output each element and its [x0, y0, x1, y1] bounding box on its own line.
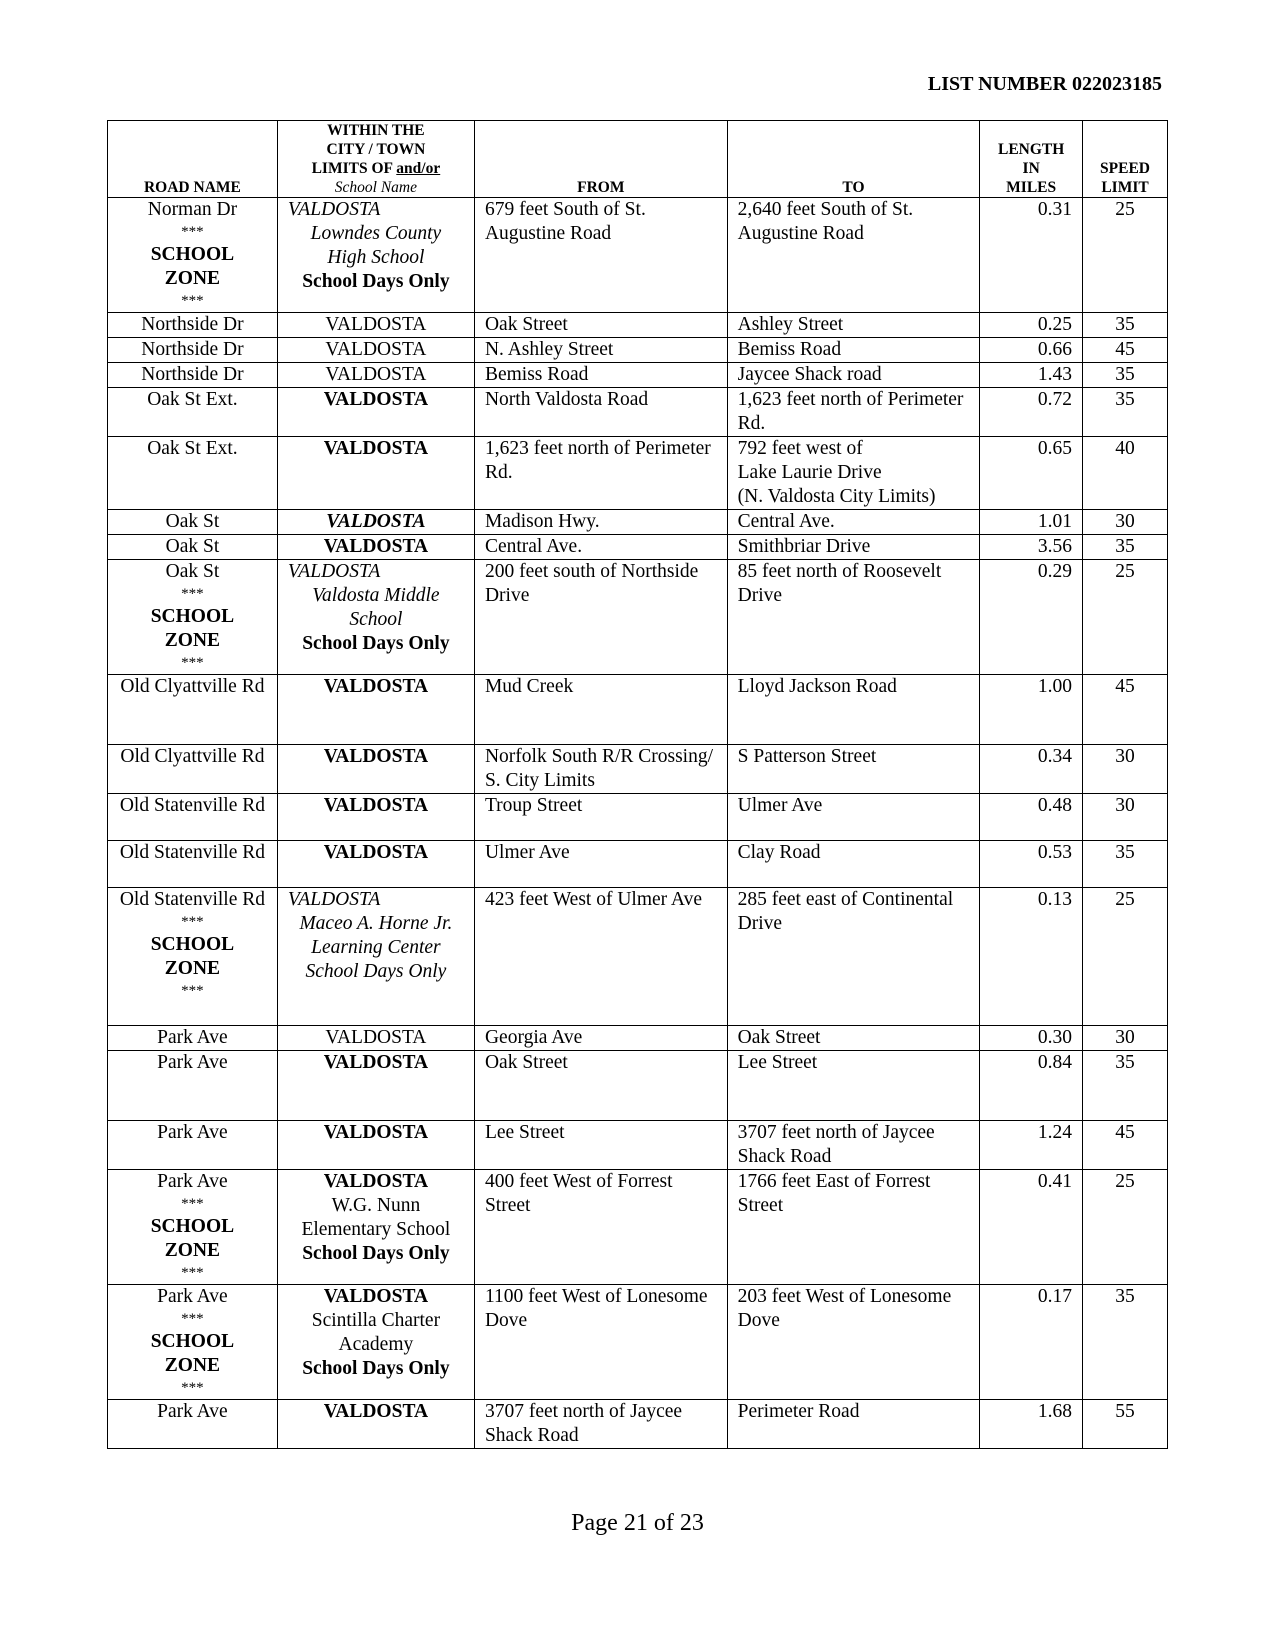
table-row: [108, 675, 1168, 745]
to-cell: 85 feet north of Roosevelt Drive: [727, 560, 980, 675]
road-name-cell: Park Ave *** SCHOOL ZONE ***: [108, 1170, 278, 1285]
length-cell: 1.24: [980, 1121, 1083, 1170]
from-cell: Georgia Ave: [474, 1026, 727, 1051]
city-cell: VALDOSTA: [277, 510, 474, 535]
city-cell: VALDOSTA: [277, 1400, 474, 1449]
speed-cell: 25: [1083, 560, 1168, 675]
from-cell: 679 feet South of St. Augustine Road: [474, 198, 727, 313]
length-cell: 0.34: [980, 745, 1083, 794]
from-cell: Troup Street: [474, 794, 727, 841]
to-cell: Ulmer Ave: [727, 794, 980, 841]
length-cell: 1.00: [980, 675, 1083, 745]
length-cell: 0.29: [980, 560, 1083, 675]
city-cell: VALDOSTA: [277, 388, 474, 437]
from-cell: Bemiss Road: [474, 363, 727, 388]
city-cell: VALDOSTA: [277, 535, 474, 560]
road-name-cell: Oak St: [108, 535, 278, 560]
to-cell: Lloyd Jackson Road: [727, 675, 980, 745]
from-cell: 200 feet south of Northside Drive: [474, 560, 727, 675]
to-cell: Jaycee Shack road: [727, 363, 980, 388]
to-cell: Central Ave.: [727, 510, 980, 535]
speed-cell: 45: [1083, 675, 1168, 745]
from-cell: Oak Street: [474, 313, 727, 338]
table-row: [108, 363, 1168, 388]
to-cell: Oak Street: [727, 1026, 980, 1051]
to-cell: 3707 feet north of Jaycee Shack Road: [727, 1121, 980, 1170]
table-row: [108, 1285, 1168, 1400]
length-cell: 0.17: [980, 1285, 1083, 1400]
road-name-cell: Old Clyattville Rd: [108, 745, 278, 794]
road-name-cell: Old Clyattville Rd: [108, 675, 278, 745]
length-cell: 0.84: [980, 1051, 1083, 1121]
road-name-cell: Old Statenville Rd: [108, 794, 278, 841]
speed-cell: 35: [1083, 1285, 1168, 1400]
to-cell: S Patterson Street: [727, 745, 980, 794]
from-cell: Mud Creek: [474, 675, 727, 745]
table-row: [108, 510, 1168, 535]
table-row: [108, 1170, 1168, 1285]
road-name-cell: Old Statenville Rd: [108, 841, 278, 888]
from-cell: 423 feet West of Ulmer Ave: [474, 888, 727, 1026]
speed-zone-table: [107, 120, 1168, 1449]
to-cell: Perimeter Road: [727, 1400, 980, 1449]
table-row: [108, 841, 1168, 888]
to-cell: 203 feet West of Lonesome Dove: [727, 1285, 980, 1400]
length-cell: 0.53: [980, 841, 1083, 888]
city-cell: VALDOSTA Maceo A. Horne Jr. Learning Center School Days Only: [277, 888, 474, 1026]
speed-cell: 30: [1083, 794, 1168, 841]
speed-cell: 25: [1083, 888, 1168, 1026]
to-cell: Bemiss Road: [727, 338, 980, 363]
speed-cell: 25: [1083, 1170, 1168, 1285]
to-cell: Lee Street: [727, 1051, 980, 1121]
city-cell: VALDOSTA: [277, 437, 474, 510]
city-cell: VALDOSTA W.G. Nunn Elementary School School Days Only: [277, 1170, 474, 1285]
table-row: [108, 888, 1168, 1026]
table-row: [108, 313, 1168, 338]
speed-cell: 45: [1083, 1121, 1168, 1170]
length-cell: 0.66: [980, 338, 1083, 363]
speed-cell: 30: [1083, 510, 1168, 535]
length-cell: 0.72: [980, 388, 1083, 437]
road-name-cell: Oak St Ext.: [108, 388, 278, 437]
to-cell: 285 feet east of Continental Drive: [727, 888, 980, 1026]
city-cell: VALDOSTA: [277, 841, 474, 888]
speed-cell: 25: [1083, 198, 1168, 313]
table-header-row: [108, 121, 1168, 198]
from-cell: Lee Street: [474, 1121, 727, 1170]
length-cell: 0.31: [980, 198, 1083, 313]
length-cell: 0.25: [980, 313, 1083, 338]
road-name-cell: Park Ave: [108, 1121, 278, 1170]
city-cell: VALDOSTA: [277, 794, 474, 841]
table-row: [108, 1026, 1168, 1051]
road-name-cell: Oak St: [108, 510, 278, 535]
road-name-cell: Park Ave: [108, 1026, 278, 1051]
from-cell: 1,623 feet north of Perimeter Rd.: [474, 437, 727, 510]
length-cell: 0.48: [980, 794, 1083, 841]
length-cell: 1.68: [980, 1400, 1083, 1449]
table-row: [108, 338, 1168, 363]
road-name-cell: Northside Dr: [108, 338, 278, 363]
from-cell: Central Ave.: [474, 535, 727, 560]
speed-cell: 35: [1083, 388, 1168, 437]
from-cell: Oak Street: [474, 1051, 727, 1121]
list-number: LIST NUMBER 022023185: [927, 73, 1162, 95]
road-name-cell: Northside Dr: [108, 313, 278, 338]
city-cell: VALDOSTA: [277, 338, 474, 363]
table-row: [108, 1121, 1168, 1170]
road-name-cell: Park Ave: [108, 1051, 278, 1121]
table-row: [108, 794, 1168, 841]
from-cell: North Valdosta Road: [474, 388, 727, 437]
road-name-cell: Park Ave *** SCHOOL ZONE ***: [108, 1285, 278, 1400]
road-name-cell: Oak St Ext.: [108, 437, 278, 510]
length-cell: 3.56: [980, 535, 1083, 560]
from-cell: N. Ashley Street: [474, 338, 727, 363]
road-name-cell: Park Ave: [108, 1400, 278, 1449]
city-cell: VALDOSTA: [277, 745, 474, 794]
to-cell: 1,623 feet north of Perimeter Rd.: [727, 388, 980, 437]
header-length: LENGTH IN MILES: [980, 121, 1083, 198]
speed-cell: 30: [1083, 745, 1168, 794]
speed-cell: 30: [1083, 1026, 1168, 1051]
header-within-limits: WITHIN THE CITY / TOWN LIMITS OF and/or School Name: [277, 121, 474, 198]
speed-cell: 35: [1083, 535, 1168, 560]
from-cell: Norfolk South R/R Crossing/ S. City Limits: [474, 745, 727, 794]
length-cell: 0.65: [980, 437, 1083, 510]
city-cell: VALDOSTA Valdosta Middle School School Days Only: [277, 560, 474, 675]
to-cell: Ashley Street: [727, 313, 980, 338]
length-cell: 1.43: [980, 363, 1083, 388]
header-road-name: ROAD NAME: [108, 121, 278, 198]
table-row: [108, 1400, 1168, 1449]
length-cell: 0.13: [980, 888, 1083, 1026]
table-row: [108, 388, 1168, 437]
table-row: [108, 560, 1168, 675]
speed-cell: 40: [1083, 437, 1168, 510]
header-from: FROM: [474, 121, 727, 198]
to-cell: Smithbriar Drive: [727, 535, 980, 560]
from-cell: 3707 feet north of Jaycee Shack Road: [474, 1400, 727, 1449]
length-cell: 1.01: [980, 510, 1083, 535]
road-name-cell: Northside Dr: [108, 363, 278, 388]
speed-cell: 35: [1083, 1051, 1168, 1121]
table-row: [108, 535, 1168, 560]
table-row: [108, 198, 1168, 313]
road-name-cell: Norman Dr *** SCHOOL ZONE ***: [108, 198, 278, 313]
to-cell: 1766 feet East of Forrest Street: [727, 1170, 980, 1285]
speed-cell: 35: [1083, 841, 1168, 888]
length-cell: 0.41: [980, 1170, 1083, 1285]
table-row: [108, 745, 1168, 794]
city-cell: VALDOSTA: [277, 1051, 474, 1121]
city-cell: VALDOSTA: [277, 1026, 474, 1051]
header-speed-limit: SPEED LIMIT: [1083, 121, 1168, 198]
table-row: [108, 437, 1168, 510]
city-cell: VALDOSTA: [277, 1121, 474, 1170]
length-cell: 0.30: [980, 1026, 1083, 1051]
to-cell: 792 feet west of Lake Laurie Drive (N. Valdosta City Limits): [727, 437, 980, 510]
city-cell: VALDOSTA Lowndes County High School School Days Only: [277, 198, 474, 313]
road-name-cell: Old Statenville Rd *** SCHOOL ZONE ***: [108, 888, 278, 1026]
header-to: TO: [727, 121, 980, 198]
speed-cell: 35: [1083, 363, 1168, 388]
city-cell: VALDOSTA: [277, 675, 474, 745]
city-cell: VALDOSTA: [277, 313, 474, 338]
speed-cell: 55: [1083, 1400, 1168, 1449]
from-cell: Ulmer Ave: [474, 841, 727, 888]
speed-cell: 35: [1083, 313, 1168, 338]
city-cell: VALDOSTA Scintilla Charter Academy School Days Only: [277, 1285, 474, 1400]
city-cell: VALDOSTA: [277, 363, 474, 388]
speed-cell: 45: [1083, 338, 1168, 363]
from-cell: 400 feet West of Forrest Street: [474, 1170, 727, 1285]
to-cell: 2,640 feet South of St. Augustine Road: [727, 198, 980, 313]
table-row: [108, 1051, 1168, 1121]
to-cell: Clay Road: [727, 841, 980, 888]
page-number: Page 21 of 23: [571, 1510, 704, 1536]
road-name-cell: Oak St *** SCHOOL ZONE ***: [108, 560, 278, 675]
from-cell: Madison Hwy.: [474, 510, 727, 535]
from-cell: 1100 feet West of Lonesome Dove: [474, 1285, 727, 1400]
